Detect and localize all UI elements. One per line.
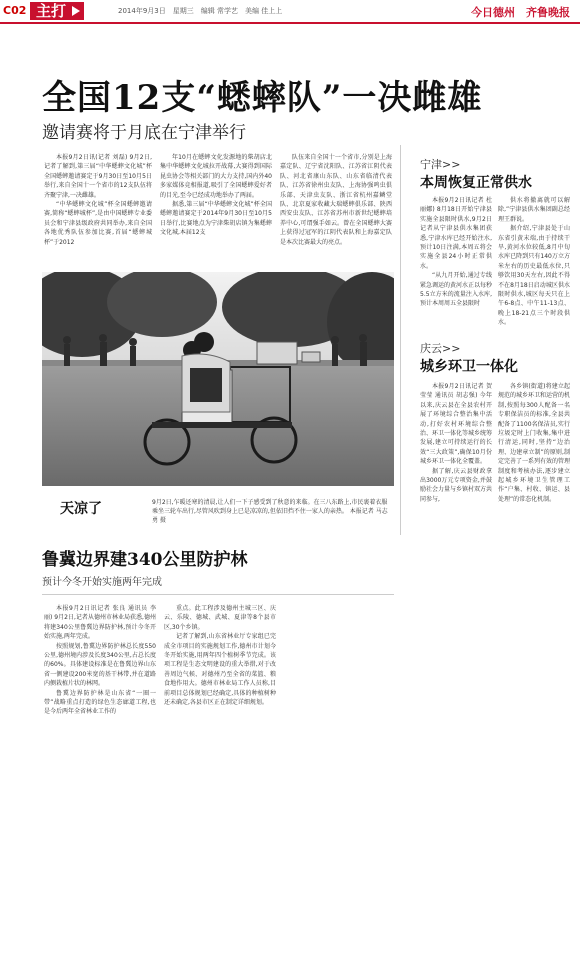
right1-column-a xyxy=(420,196,492,309)
issue-meta: 2014年9月3日 星期三 编辑 常学艺 美编 佳上上 xyxy=(118,7,283,15)
paragraph: 按照规划,鲁冀边界防护林总长度550公里,德州境内涉及长度340公里,占总长度的60%。具体建设标准是在鲁冀边界山东省一侧建设200米宽的基干林带,并在道路内侧栽植片状的林网。 xyxy=(44,642,156,688)
paragraph: 各乡镇(街道)将建立起规范的城乡环卫和运营的机制,按照每300人配备一名专职保洁员的标准,全县共配备了1100名保洁员,实行垃圾定时上门收集,集中进行清运,同时,坚持“边治理、边建章立制”的原则,制定完善了一系列有效的管理制度和考核办法,逐步建立起城乡环境卫生管理工作“户集、村收、镇运、县处理”的常态化机制。 xyxy=(498,383,571,503)
paragraph: 队伍来自全国十一个省市,分别是上海嘉定队、辽宁省沈阳队、江苏省江阴代表队、河北省康山东队、山东省临清代表队、江苏省徐州虫友队、上海协强鸣虫俱乐部、天津虫友队、浙江省杭州嘉鳞堂队、北京夏家收藏大瑞蟋蟀俱乐部、陕西西安虫友队、江苏省苏州市新世纪蟋蟀培养中心,可谓强手如云。曾在全国蟋蟀大赛上获得过冠军的江阴代表队和上海嘉定队是本次比赛最大的亮点。 xyxy=(280,154,392,246)
column-divider xyxy=(400,145,401,535)
paragraph: 据悉,第三届“中华蟋蟀文化城”杯全国蟋蟀邀请赛定于2014年9月30日至10月5日举行,比赛地点为宁津柴胡店镇为集蟋蟀文化城,本届12支 xyxy=(160,201,272,237)
lead-subhead: 邀请赛将于月底在宁津举行 xyxy=(42,123,246,143)
photo-street-scene xyxy=(42,272,394,486)
lead-column-2 xyxy=(160,153,272,238)
paragraph: 鲁冀边界防护林是山东省“一圈一带”战略重点打造的绿色生态廊道工程,也是今后两年全省林业工作的 xyxy=(44,689,156,716)
right2-title: 城乡环卫一体化 xyxy=(420,359,518,375)
paragraph: 记者了解到,山东省林业厅专家组已完成全市项目的实施规划工作,德州市计划今冬开始实施,用两年四个植树季节完成。该项工程是生态文明建设的重大举措,对于改善周边气候、对德州乃至全省的菜篮、粮食地作用大。德州市林业局工作人员称,目前项目总体规划已经确定,具体的种植树种还未确定,各县市区正在制定详细规划。 xyxy=(164,633,276,707)
photo-label: 天凉了 xyxy=(60,501,102,517)
news-photo xyxy=(42,272,394,486)
right1-column-b xyxy=(498,196,570,328)
second-subhead: 预计今冬开始实施两年完成 xyxy=(42,577,162,588)
paragraph: 本报9月2日讯记者 杜丽娜) 8月18日开始宁津县实施全县限时供水,9月2日记者从宁津县供水集团获悉,宁津水库已经开始注水,预计10日注满,本周五将会实施全县24小时正常供水。 xyxy=(420,197,492,270)
page-number: C02 xyxy=(3,4,27,17)
lead-headline: 全国12支“蟋蟀队”一决雌雄 xyxy=(42,78,483,118)
paragraph: 本报9月2日讯(记者 刘磊) 9月2日,记者了解到,第三届“中华蟋蟀文化城”杯全国蟋蟀邀请赛定于9月30日至10月5日举行,来自全国十一个省市的12支队伍将齐聚宁津,一决雌雄。 xyxy=(44,154,152,199)
photo-caption: 9月2日,乍暖还寒的清晨,让人们一下子感受到了秋意的来临。在三八东路上,市民裹着衣服乘坐三轮车出行,尽管风吹到身上已是凉凉的,但依旧挡不住一家人的亲热。 本报记者 马志勇 摄 xyxy=(152,499,388,524)
second-column-1 xyxy=(44,604,156,717)
second-headline: 鲁冀边界建340公里防护林 xyxy=(42,550,248,570)
section-label: 主打 xyxy=(30,2,84,20)
paragraph: “从九月开始,通过专线紧急调运的黄河水正以每秒5.5立方米的流量注入水库,预计本周周五全县限时 xyxy=(420,272,493,308)
right1-tag: 宁津>> xyxy=(420,158,461,171)
masthead-logo: 今日德州 齐鲁晚报 xyxy=(471,6,570,19)
second-column-2 xyxy=(164,604,276,707)
lead-column-3 xyxy=(280,153,392,247)
paragraph: “中华蟋蟀文化城”杯全国蟋蟀邀请赛,简称“蟋蟀城杯”,是由中国蟋蟀专业委员会和宁津县级政府共同举办,来自全国各地优秀队伍参加比赛,首届“蟋蟀城杯”于2012 xyxy=(44,201,152,246)
right2-column-a xyxy=(420,382,492,504)
right2-column-b xyxy=(498,382,570,504)
paragraph: 据介绍,宁津县处于山东省引黄末端,由于持续干旱,黄河水位较低,8月中旬水库已降到只有140万立方米左右的历史最低水位,只够饮用30天左右,因此不得不在8月18日启动城区供水限时供水,城区每天只在上午6-8点、中午11-13点、晚上18-21点三个时段供水。 xyxy=(498,225,570,327)
paragraph: 年10月在蟋蟀文化发源地的柴胡店北集中华蟋蟀文化城拉开战幕,大赛得到国际昆虫协会等相关部门的大力支持,国内外40多家媒体竞相报道,吸引了全国蟋蟀爱好者的目光,至今已经成功地举办了两届。 xyxy=(160,154,272,199)
right1-title: 本周恢复正常供水 xyxy=(420,175,532,191)
right2-tag: 庆云>> xyxy=(420,342,461,355)
paragraph: 本报9月2日讯记者 张良 通讯员 李 丽) 9月2日,记者从德州市林业局获悉,德州将建340公里鲁冀边界防护林,预计今冬开始实施,两年完成。 xyxy=(44,605,156,641)
paragraph: 重点。此工程涉及德州主城三区、庆云、乐陵、德城、武城、夏津等8个县市区,30个乡镇。 xyxy=(164,605,276,631)
paragraph: 供水将撤离就可以解除,”宁津县供水集团副总经理王群说。 xyxy=(498,197,570,223)
header-rule xyxy=(0,22,580,24)
lead-column-1 xyxy=(44,153,152,247)
paragraph: 据了解,庆云县财政拿出3000万元专项资金,并鼓励社会力量与乡镇村双方共同参与, xyxy=(420,467,493,503)
paragraph: 本报9月2日讯记者 贺莹莹 通讯员 胡志强) 今年以来,庆云县在全县农村开展了环境综合整治集中活动,打好农村环境综合整治、环卫一体化等城乡统筹发展,建立可持续运行的长效“三大政策”,确保10月份城乡环卫一体化全覆盖。 xyxy=(420,383,493,466)
section-rule xyxy=(42,594,394,595)
